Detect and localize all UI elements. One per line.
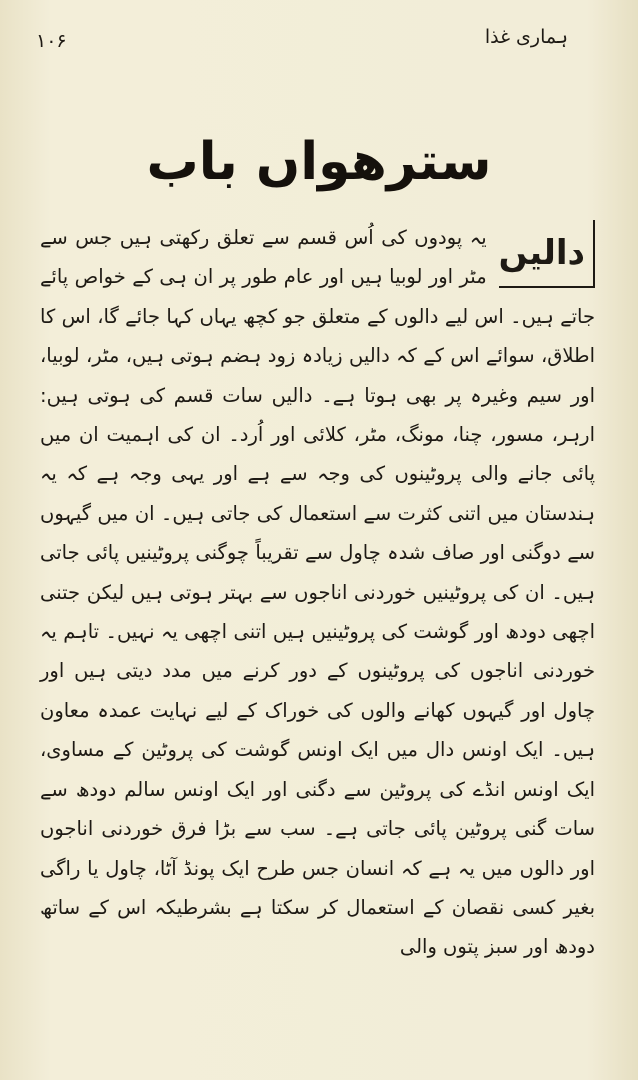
body-paragraph-block xyxy=(40,218,595,967)
running-header-title: ہماری غذا xyxy=(484,26,568,48)
section-heading: دالیں xyxy=(499,220,595,288)
chapter-title: سترھواں باب xyxy=(146,132,492,192)
page-number: ۱۰۶ xyxy=(36,30,67,52)
body-paragraph: یہ پودوں کی اُس قسم سے تعلق رکھتی ہیں جس سے مٹر اور لوبیا ہیں اور عام طور پر ان ہی کے خواص پائے جاتے ہیں۔ اس لیے دالوں کے متعلق جو کچھ یہاں کہا جائے گا، اس کا اطلاق، سوائے اس کے کہ دالیں زیادہ زود ہضم ہوتی ہیں، مٹر، لوبیا، اور سیم وغیرہ پر بھی ہوتا ہے۔ دالیں سات قسم کی ہوتی ہیں: ارہر، مسور، چنا، مونگ، مٹر، کلائی اور اُرد۔ ان کی اہمیت ان میں پائی جانے والی پروٹینوں کی وجہ سے ہے اور یہی وجہ ہے کہ یہ ہندستان میں اتنی کثرت سے استعمال کی جاتی ہیں۔ ان میں گیہوں سے دوگنی اور صاف شدہ چاول سے تقریباً چوگنی پروٹینیں پائی جاتی ہیں۔ ان کی پروٹینیں خوردنی اناجوں سے بہتر ہوتی ہیں لیکن جتنی اچھی دودھ اور گوشت کی پروٹینیں ہیں اتنی اچھی یہ نہیں۔ تاہم یہ خوردنی اناجوں کی پروٹینوں کے دور کرنے میں مدد دیتی ہیں اور چاول اور گیہوں کھانے والوں کی خوراک کے لیے نہایت عمدہ معاون ہیں۔ ایک اونس دال میں ایک اونس گوشت کی پروٹین کے مساوی، ایک اونس انڈے کی پروٹین سے دگنی اور ایک اونس سالم دودھ سے سات گنی پروٹین پائی جاتی ہے۔ سب سے بڑا فرق خوردنی اناجوں اور دالوں میں یہ ہے کہ انسان جس طرح ایک پونڈ آٹا، چاول یا راگی بغیر کسی نقصان کے استعمال کر سکتا ہے بشرطیکہ اس کے ساتھ دودھ اور سبز پتوں والی xyxy=(40,226,595,959)
bleed-through-texture xyxy=(240,88,540,108)
